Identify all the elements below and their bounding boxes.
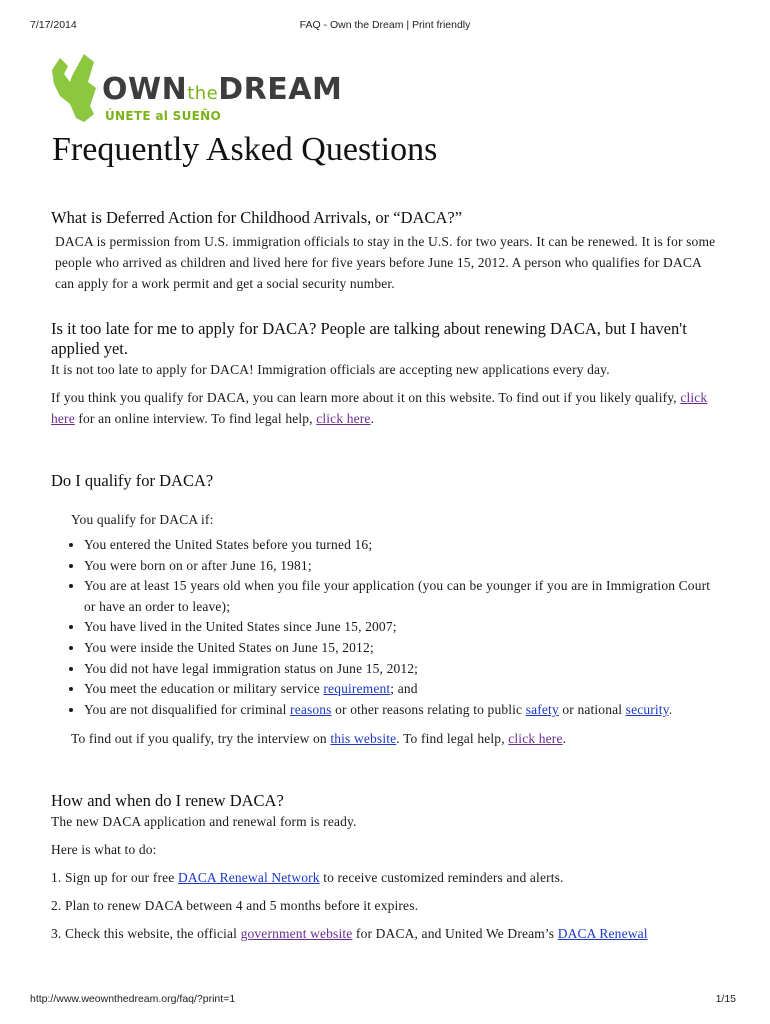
faq-question-too-late: Is it too late for me to apply for DACA? People are talking about renewing DACA, but I haven't applied yet. — [51, 319, 687, 358]
list-item: • You are not disqualified for criminal reasons or other reasons relating to public safety or national security. — [84, 700, 721, 721]
faq-answer-too-late-p1: It is not too late to apply for DACA! Immigration officials are accepting new applications every day. — [51, 362, 610, 377]
qualify-list — [51, 535, 721, 720]
renew-p2: Here is what to do: — [51, 842, 157, 858]
print-header-title: FAQ - Own the Dream | Print friendly — [299, 19, 471, 31]
security-link[interactable]: security — [625, 701, 669, 717]
logo-tagline: ÚNETE al SUEÑO — [105, 109, 221, 123]
logo-wordmark: OWNtheDREAM — [102, 72, 343, 107]
legal-help-link-2[interactable]: click here — [508, 731, 563, 747]
list-item: • You meet the education or military service requirement; and — [84, 679, 721, 700]
list-item: • You were born on or after June 16, 1981; — [84, 556, 721, 577]
faq-content — [51, 208, 721, 944]
legal-help-link[interactable]: click here — [316, 411, 371, 426]
qualify-intro: You qualify for DACA if: — [71, 512, 214, 527]
renew-step-1: 1. Sign up for our free DACA Renewal Network to receive customized reminders and alerts. — [51, 870, 564, 886]
government-website-link[interactable]: government website — [240, 926, 353, 942]
dreamer-figure-icon — [50, 52, 110, 130]
list-item: • You are at least 15 years old when you file your application (you can be younger if you are in Immigration Court or have an order to leave); — [84, 576, 721, 617]
print-footer-url: http://www.weownthedream.org/faq/?print=1 — [30, 993, 236, 1005]
reasons-link[interactable]: reasons — [290, 701, 332, 717]
faq-answer-what-is-daca: DACA is permission from U.S. immigration officials to stay in the U.S. for two years. It can be renewed. It is for some people who arrived as children and lived here for five years before June 15, 2012. A person who qualifies for DACA can apply for a work permit and get a social security number. — [55, 234, 716, 291]
requirement-link[interactable]: requirement — [323, 681, 391, 697]
page-title: Frequently Asked Questions — [52, 131, 438, 168]
qualify-outro: To find out if you qualify, try the interview on this website. To find legal help, click here. — [71, 731, 567, 747]
faq-answer-too-late-p2: If you think you qualify for DACA, you can learn more about it on this website. To find out if you likely qualify, click here for an online interview. To find legal help, click here. — [51, 390, 708, 426]
page-number: 1/15 — [715, 993, 736, 1005]
list-item: • You have lived in the United States since June 15, 2007; — [84, 617, 721, 638]
print-date: 7/17/2014 — [30, 19, 77, 31]
faq-question-what-is-daca: What is Deferred Action for Childhood Arrivals, or “DACA?” — [51, 208, 463, 227]
daca-renewal-link[interactable]: DACA Renewal — [557, 926, 648, 942]
list-item: • You entered the United States before you turned 16; — [84, 535, 721, 556]
renew-step-3: 3. Check this website, the official government website for DACA, and United We Dream’s DACA Renewal — [51, 926, 648, 942]
list-item: • You were inside the United States on June 15, 2012; — [84, 638, 721, 659]
faq-question-qualify: Do I qualify for DACA? — [51, 471, 214, 490]
daca-renewal-network-link[interactable]: DACA Renewal Network — [177, 870, 320, 886]
own-the-dream-logo[interactable] — [50, 52, 350, 130]
interview-link[interactable]: click here — [51, 390, 708, 426]
this-website-link[interactable]: this website — [330, 731, 397, 747]
renew-step-2: 2. Plan to renew DACA between 4 and 5 months before it expires. — [51, 898, 419, 914]
renew-p1: The new DACA application and renewal form is ready. — [51, 814, 357, 830]
list-item: • You did not have legal immigration status on June 15, 2012; — [84, 659, 721, 680]
safety-link[interactable]: safety — [525, 701, 559, 717]
faq-question-renew: How and when do I renew DACA? — [51, 791, 284, 811]
